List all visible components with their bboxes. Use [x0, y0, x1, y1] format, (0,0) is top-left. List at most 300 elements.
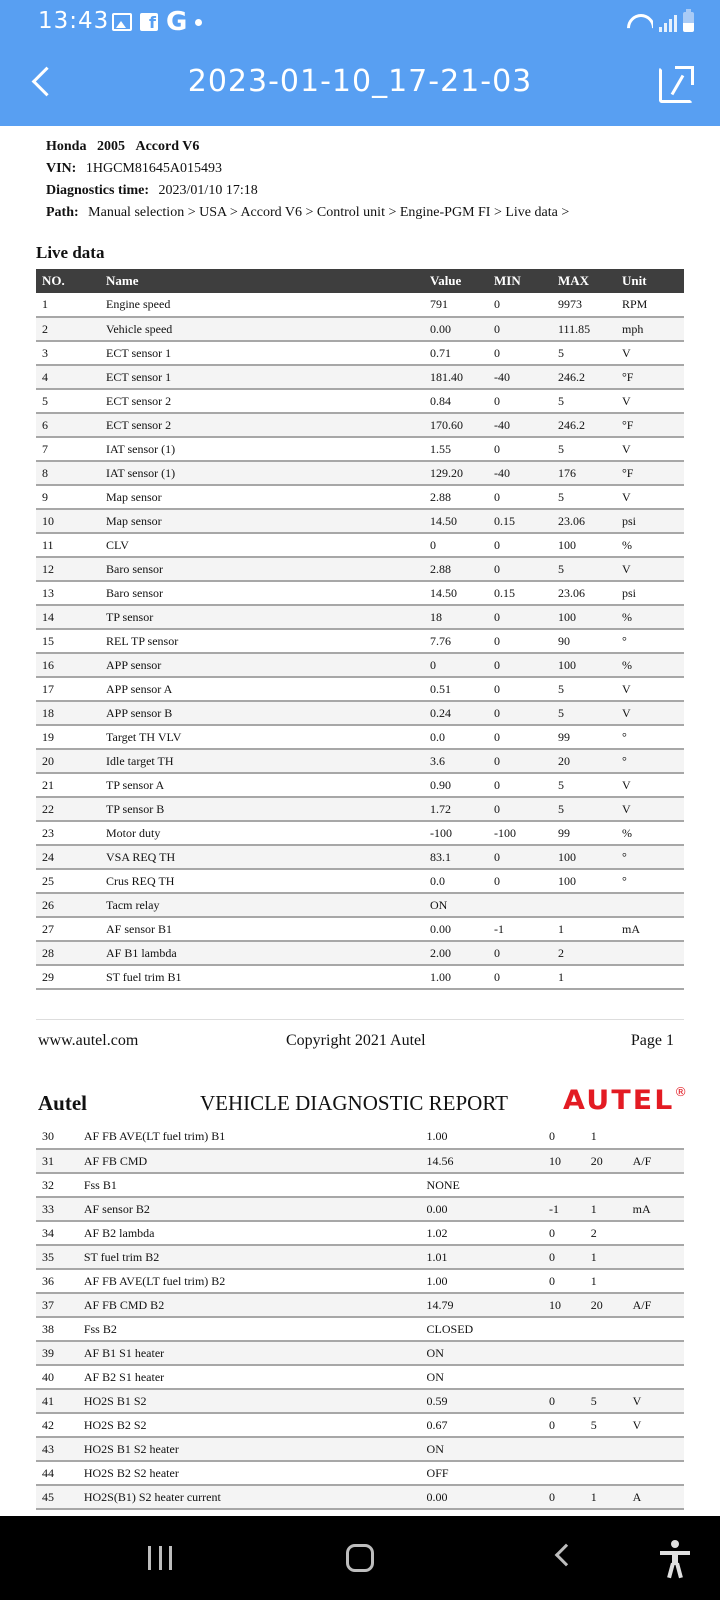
cell-min: 0: [488, 653, 552, 677]
cell-no: 38: [36, 1317, 78, 1341]
cell-min: 0: [543, 1269, 585, 1293]
cell-unit: %: [616, 533, 684, 557]
cell-min: 0: [488, 749, 552, 773]
table-row: [36, 365, 684, 389]
cell-no: 42: [36, 1413, 78, 1437]
cell-value: 2.00: [424, 941, 488, 965]
cell-name: Map sensor: [100, 509, 424, 533]
cell-value: 7.76: [424, 629, 488, 653]
cell-name: HO2S B1 S2: [78, 1389, 421, 1413]
table-row: [36, 1245, 684, 1269]
cell-name: APP sensor B: [100, 701, 424, 725]
cell-value: 0.59: [421, 1389, 543, 1413]
cell-min: [543, 1173, 585, 1197]
col-header-max: MAX: [552, 269, 616, 293]
cell-max: 246.2: [552, 413, 616, 437]
cell-min: 0: [543, 1245, 585, 1269]
cell-unit: V: [616, 389, 684, 413]
cell-max: [552, 893, 616, 917]
cell-name: AF sensor B2: [78, 1197, 421, 1221]
table-row: [36, 1341, 684, 1365]
cell-name: Fss B1: [78, 1173, 421, 1197]
cell-max: 23.06: [552, 509, 616, 533]
vehicle-info: [46, 136, 569, 224]
cell-no: 25: [36, 869, 100, 893]
cell-no: 6: [36, 413, 100, 437]
cell-unit: [616, 965, 684, 989]
cell-name: HO2S B2 S2: [78, 1413, 421, 1437]
cell-no: 8: [36, 461, 100, 485]
cell-no: 37: [36, 1293, 78, 1317]
cell-max: 20: [552, 749, 616, 773]
cell-min: 0: [488, 341, 552, 365]
cell-max: 23.06: [552, 581, 616, 605]
cell-name: APP sensor A: [100, 677, 424, 701]
cell-name: VSA REQ TH: [100, 845, 424, 869]
table-row: [36, 1437, 684, 1461]
table-row: [36, 1365, 684, 1389]
col-header-min: MIN: [488, 269, 552, 293]
cell-no: 43: [36, 1437, 78, 1461]
cell-no: 11: [36, 533, 100, 557]
cell-max: 111.85: [552, 317, 616, 341]
cell-no: 45: [36, 1485, 78, 1509]
cell-value: 14.50: [424, 581, 488, 605]
live-data-title: Live data: [36, 243, 105, 262]
cell-value: 170.60: [424, 413, 488, 437]
vehicle-title: [46, 136, 569, 158]
cell-name: AF FB CMD: [78, 1149, 421, 1173]
cell-min: -1: [543, 1197, 585, 1221]
cell-unit: V: [616, 677, 684, 701]
cell-max: 20: [585, 1149, 627, 1173]
cell-max: 5: [552, 557, 616, 581]
diagnostics-time-value: 2023/01/10 17:18: [158, 183, 258, 198]
cell-name: AF B2 lambda: [78, 1221, 421, 1245]
cell-no: 17: [36, 677, 100, 701]
table-row: [36, 725, 684, 749]
cell-name: HO2S(B1) S2 heater current: [78, 1485, 421, 1509]
cell-value: 0.90: [424, 773, 488, 797]
cell-unit: [627, 1125, 684, 1149]
cell-no: 44: [36, 1461, 78, 1485]
autel-logo: [563, 1085, 687, 1116]
cell-name: ECT sensor 2: [100, 413, 424, 437]
cell-value: 1.00: [424, 965, 488, 989]
cell-no: 16: [36, 653, 100, 677]
cell-value: 0.51: [424, 677, 488, 701]
cell-name: AF sensor B1: [100, 917, 424, 941]
cell-name: AF FB AVE(LT fuel trim) B2: [78, 1269, 421, 1293]
cell-value: 0.71: [424, 341, 488, 365]
cell-min: 0: [543, 1485, 585, 1509]
table-row: [36, 1197, 684, 1221]
cell-max: 5: [552, 341, 616, 365]
cell-max: 1: [585, 1485, 627, 1509]
table-row: [36, 1461, 684, 1485]
cell-name: Crus REQ TH: [100, 869, 424, 893]
cell-unit: A: [627, 1485, 684, 1509]
cell-value: ON: [421, 1365, 543, 1389]
table-row: [36, 677, 684, 701]
table-row: [36, 701, 684, 725]
table-row: [36, 533, 684, 557]
cell-min: 0: [488, 965, 552, 989]
cell-name: Engine speed: [100, 293, 424, 317]
cell-no: 1: [36, 293, 100, 317]
cell-min: -40: [488, 413, 552, 437]
cell-unit: [627, 1461, 684, 1485]
cell-min: 0: [488, 389, 552, 413]
footer-copyright: Copyright 2021 Autel: [286, 1032, 426, 1049]
facebook-icon: f: [140, 13, 158, 31]
cell-max: [585, 1341, 627, 1365]
cell-max: 1: [585, 1197, 627, 1221]
cell-no: 18: [36, 701, 100, 725]
table-row: [36, 1293, 684, 1317]
cell-min: 10: [543, 1149, 585, 1173]
cell-max: 90: [552, 629, 616, 653]
cell-min: -40: [488, 365, 552, 389]
cell-max: 2: [552, 941, 616, 965]
recent-apps-icon: [148, 1546, 151, 1570]
cell-unit: V: [616, 557, 684, 581]
cell-max: 5: [552, 485, 616, 509]
table-row: [36, 797, 684, 821]
table-row: [36, 1413, 684, 1437]
cell-max: 5: [552, 437, 616, 461]
cell-min: 0: [488, 605, 552, 629]
table-row: [36, 557, 684, 581]
cell-min: 0: [543, 1413, 585, 1437]
share-button[interactable]: [659, 67, 693, 103]
table-header-row: [36, 269, 684, 293]
cell-value: 14.56: [421, 1149, 543, 1173]
cell-min: 0: [488, 725, 552, 749]
cell-value: 2.88: [424, 557, 488, 581]
cell-no: 22: [36, 797, 100, 821]
table-row: [36, 773, 684, 797]
cell-max: [585, 1317, 627, 1341]
table-row: [36, 965, 684, 989]
cell-unit: [627, 1173, 684, 1197]
cell-unit: [627, 1269, 684, 1293]
cell-min: [488, 893, 552, 917]
cell-no: 19: [36, 725, 100, 749]
accessibility-button[interactable]: [660, 1540, 690, 1578]
cell-min: 0: [488, 701, 552, 725]
cell-value: 14.50: [424, 509, 488, 533]
path-label: Path:: [46, 205, 79, 220]
cell-value: ON: [421, 1437, 543, 1461]
table-row: [36, 509, 684, 533]
cell-min: 0: [488, 869, 552, 893]
cell-min: 0: [488, 557, 552, 581]
cell-unit: °F: [616, 413, 684, 437]
cell-unit: °F: [616, 461, 684, 485]
cell-min: 0.15: [488, 581, 552, 605]
report-document[interactable]: [0, 126, 720, 1516]
cell-min: 0: [543, 1125, 585, 1149]
cell-max: 1: [552, 917, 616, 941]
cell-max: [585, 1365, 627, 1389]
cell-max: 176: [552, 461, 616, 485]
cell-unit: °: [616, 629, 684, 653]
table-row: [36, 317, 684, 341]
table-row: [36, 485, 684, 509]
cell-unit: °: [616, 869, 684, 893]
table-row: [36, 845, 684, 869]
cell-no: 3: [36, 341, 100, 365]
cell-max: 5: [552, 701, 616, 725]
cell-value: OFF: [421, 1461, 543, 1485]
home-button[interactable]: [346, 1544, 374, 1572]
cell-no: 32: [36, 1173, 78, 1197]
cell-name: APP sensor: [100, 653, 424, 677]
cell-unit: %: [616, 653, 684, 677]
path-value: Manual selection > USA > Accord V6 > Control unit > Engine-PGM FI > Live data >: [88, 205, 570, 220]
path-row: [46, 202, 569, 224]
cell-no: 9: [36, 485, 100, 509]
cell-unit: [627, 1317, 684, 1341]
cell-name: AF B1 S1 heater: [78, 1341, 421, 1365]
cell-no: 34: [36, 1221, 78, 1245]
cell-no: 20: [36, 749, 100, 773]
cell-max: 5: [552, 797, 616, 821]
cell-unit: [627, 1437, 684, 1461]
cell-min: 0: [488, 773, 552, 797]
table-row: [36, 869, 684, 893]
cell-unit: V: [616, 341, 684, 365]
cell-value: 0.0: [424, 869, 488, 893]
cell-unit: °: [616, 725, 684, 749]
col-header-value: Value: [424, 269, 488, 293]
cell-max: 5: [552, 677, 616, 701]
cell-name: IAT sensor (1): [100, 461, 424, 485]
table-row: [36, 389, 684, 413]
cell-min: 0: [488, 533, 552, 557]
cell-max: 5: [585, 1389, 627, 1413]
cell-min: 0: [488, 485, 552, 509]
table-row: [36, 1149, 684, 1173]
cell-value: 3.6: [424, 749, 488, 773]
cell-value: 1.55: [424, 437, 488, 461]
cell-value: 0.67: [421, 1413, 543, 1437]
cell-min: [543, 1317, 585, 1341]
cell-name: ECT sensor 2: [100, 389, 424, 413]
table-row: [36, 341, 684, 365]
cell-min: 0.15: [488, 509, 552, 533]
system-icons: [627, 12, 694, 32]
cell-min: 0: [543, 1221, 585, 1245]
cell-no: 4: [36, 365, 100, 389]
cell-max: 99: [552, 725, 616, 749]
cell-unit: °: [616, 845, 684, 869]
vehicle-year: 2005: [96, 139, 125, 154]
cell-value: 791: [424, 293, 488, 317]
cell-no: 31: [36, 1149, 78, 1173]
table-row: [36, 293, 684, 317]
col-header-name: Name: [100, 269, 424, 293]
cell-unit: [627, 1365, 684, 1389]
cell-no: 40: [36, 1365, 78, 1389]
cell-name: REL TP sensor: [100, 629, 424, 653]
cell-name: Fss B2: [78, 1317, 421, 1341]
gallery-icon: [112, 13, 132, 31]
live-data-table-page-1: [36, 269, 684, 990]
cell-unit: V: [627, 1389, 684, 1413]
cell-min: 0: [488, 845, 552, 869]
report-brand: Autel: [38, 1091, 87, 1115]
cell-min: 0: [543, 1389, 585, 1413]
cell-max: 5: [552, 773, 616, 797]
diagnostics-time-row: [46, 180, 569, 202]
cell-min: -1: [488, 917, 552, 941]
cell-no: 33: [36, 1197, 78, 1221]
cell-max: 9973: [552, 293, 616, 317]
table-row: [36, 653, 684, 677]
cell-unit: psi: [616, 581, 684, 605]
table-row: [36, 749, 684, 773]
cell-name: ECT sensor 1: [100, 341, 424, 365]
cell-min: 0: [488, 437, 552, 461]
cell-name: Map sensor: [100, 485, 424, 509]
table-row: [36, 893, 684, 917]
cell-max: 99: [552, 821, 616, 845]
cell-unit: mA: [616, 917, 684, 941]
table-row: [36, 1317, 684, 1341]
wifi-icon: [627, 12, 653, 32]
table-row: [36, 629, 684, 653]
cell-max: 100: [552, 605, 616, 629]
cell-name: AF B2 S1 heater: [78, 1365, 421, 1389]
cell-max: 5: [585, 1413, 627, 1437]
table-row: [36, 1173, 684, 1197]
cell-value: 0.0: [424, 725, 488, 749]
cell-value: 1.00: [421, 1269, 543, 1293]
cell-no: 7: [36, 437, 100, 461]
system-back-button[interactable]: [555, 1544, 578, 1567]
cell-value: CLOSED: [421, 1317, 543, 1341]
cell-max: 1: [585, 1245, 627, 1269]
cell-unit: RPM: [616, 293, 684, 317]
table-row: [36, 1389, 684, 1413]
cell-no: 13: [36, 581, 100, 605]
cell-name: ST fuel trim B1: [100, 965, 424, 989]
cell-value: 0.00: [421, 1485, 543, 1509]
cell-value: 129.20: [424, 461, 488, 485]
battery-icon: [683, 12, 694, 32]
cell-no: 14: [36, 605, 100, 629]
cell-min: -40: [488, 461, 552, 485]
status-time: 13:43: [38, 8, 110, 34]
google-icon: G: [166, 7, 188, 37]
cell-min: 0: [488, 941, 552, 965]
cell-name: TP sensor A: [100, 773, 424, 797]
cell-unit: A/F: [627, 1293, 684, 1317]
cell-min: 0: [488, 797, 552, 821]
recent-apps-button[interactable]: [148, 1546, 172, 1570]
cell-min: 0: [488, 677, 552, 701]
cell-min: 0: [488, 293, 552, 317]
cell-max: [585, 1461, 627, 1485]
cell-name: Target TH VLV: [100, 725, 424, 749]
cell-min: 0: [488, 629, 552, 653]
cell-no: 10: [36, 509, 100, 533]
table-row: [36, 821, 684, 845]
vehicle-model: Accord V6: [135, 139, 200, 154]
cell-unit: [616, 893, 684, 917]
cell-name: Tacm relay: [100, 893, 424, 917]
cell-max: 1: [585, 1269, 627, 1293]
cell-name: Idle target TH: [100, 749, 424, 773]
vehicle-make: Honda: [46, 139, 87, 154]
cell-unit: V: [627, 1413, 684, 1437]
cell-name: Vehicle speed: [100, 317, 424, 341]
diagnostics-time-label: Diagnostics time:: [46, 183, 150, 198]
col-header-unit: Unit: [616, 269, 684, 293]
cell-no: 24: [36, 845, 100, 869]
cell-value: 1.00: [421, 1125, 543, 1149]
table-row: [36, 941, 684, 965]
cell-unit: V: [616, 437, 684, 461]
cell-no: 5: [36, 389, 100, 413]
cell-max: 2: [585, 1221, 627, 1245]
cell-value: 1.02: [421, 1221, 543, 1245]
report-title: VEHICLE DIAGNOSTIC REPORT: [200, 1091, 508, 1115]
cell-value: -100: [424, 821, 488, 845]
cell-name: Motor duty: [100, 821, 424, 845]
cell-min: [543, 1341, 585, 1365]
cell-value: ON: [424, 893, 488, 917]
cell-no: 41: [36, 1389, 78, 1413]
cell-value: 181.40: [424, 365, 488, 389]
cell-min: 10: [543, 1293, 585, 1317]
cell-unit: mA: [627, 1197, 684, 1221]
cell-unit: %: [616, 605, 684, 629]
cell-min: [543, 1365, 585, 1389]
cell-max: 20: [585, 1293, 627, 1317]
cell-max: 100: [552, 653, 616, 677]
cell-value: 14.79: [421, 1293, 543, 1317]
cell-no: 28: [36, 941, 100, 965]
vin-row: [46, 158, 569, 180]
table-row: [36, 413, 684, 437]
signal-icon: [659, 14, 677, 32]
live-data-table-page-2: [36, 1125, 684, 1510]
table-row: [36, 1485, 684, 1509]
cell-value: 0.00: [424, 317, 488, 341]
cell-max: 1: [552, 965, 616, 989]
cell-max: 246.2: [552, 365, 616, 389]
cell-name: ST fuel trim B2: [78, 1245, 421, 1269]
col-header-no: NO.: [36, 269, 100, 293]
cell-min: [543, 1461, 585, 1485]
cell-unit: V: [616, 485, 684, 509]
table-row: [36, 1269, 684, 1293]
cell-max: 100: [552, 533, 616, 557]
cell-value: 18: [424, 605, 488, 629]
cell-no: 15: [36, 629, 100, 653]
cell-max: [585, 1173, 627, 1197]
cell-value: 0: [424, 533, 488, 557]
cell-unit: [627, 1245, 684, 1269]
cell-min: 0: [488, 317, 552, 341]
cell-value: 0.00: [421, 1197, 543, 1221]
registered-mark: ®: [674, 1085, 687, 1099]
report-header: [36, 1081, 687, 1125]
page-title: 2023-01-10_17-21-03: [187, 64, 533, 99]
